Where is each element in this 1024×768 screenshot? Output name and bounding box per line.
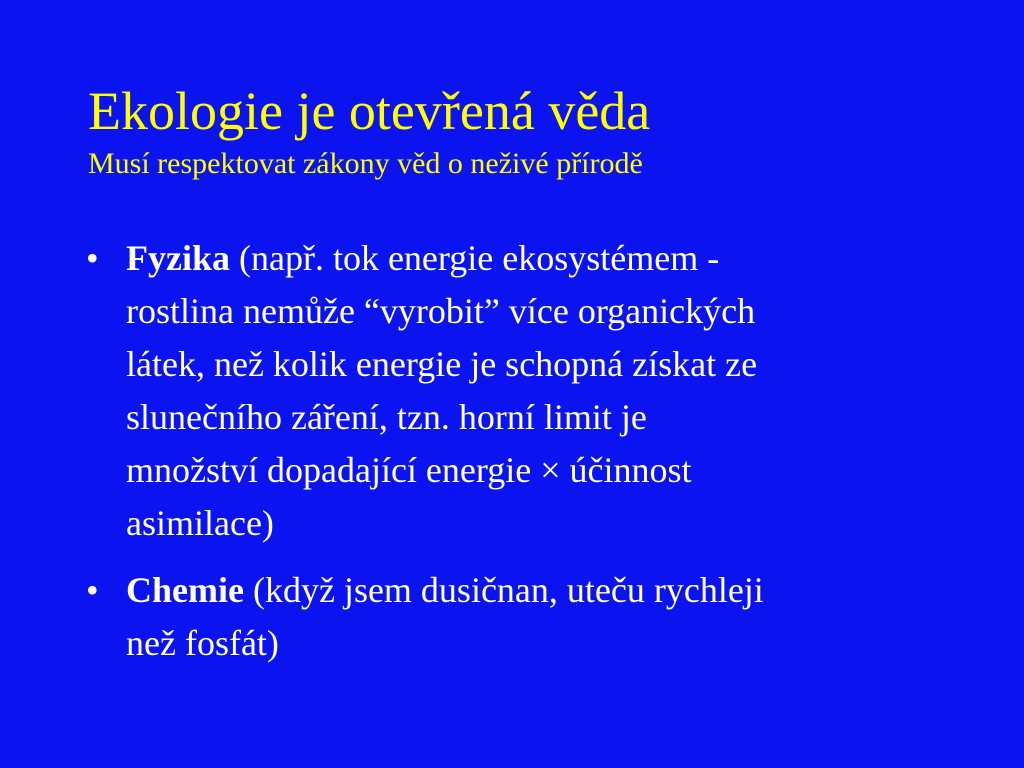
bullet-text-line: rostlina nemůže “vyrobit” více organických bbox=[126, 291, 756, 331]
slide-title: Ekologie je otevřená věda bbox=[88, 81, 651, 141]
bullet-text-line: (když jsem dusičnan, uteču rychleji bbox=[243, 570, 764, 610]
bullet-term: Fyzika bbox=[126, 238, 230, 278]
bullet-item-chemie bbox=[86, 564, 946, 670]
slide-subtitle: Musí respektovat zákony věd o neživé přírodě bbox=[88, 147, 643, 180]
bullet-icon: • bbox=[86, 570, 99, 610]
title-block bbox=[88, 78, 968, 184]
bullet-text-line: asimilace) bbox=[126, 503, 274, 543]
bullet-text-line: (např. tok energie ekosystémem - bbox=[230, 238, 720, 278]
bullet-item-fyzika bbox=[86, 232, 946, 550]
bullet-term: Chemie bbox=[126, 570, 244, 610]
bullet-text-line: látek, než kolik energie je schopná získat ze bbox=[126, 344, 758, 384]
bullet-text-line: množství dopadající energie × účinnost bbox=[126, 450, 692, 490]
bullet-icon: • bbox=[86, 238, 99, 278]
bullet-list bbox=[86, 232, 946, 684]
bullet-text-line: slunečního záření, tzn. horní limit je bbox=[126, 397, 647, 437]
bullet-text-line: než fosfát) bbox=[126, 623, 279, 663]
